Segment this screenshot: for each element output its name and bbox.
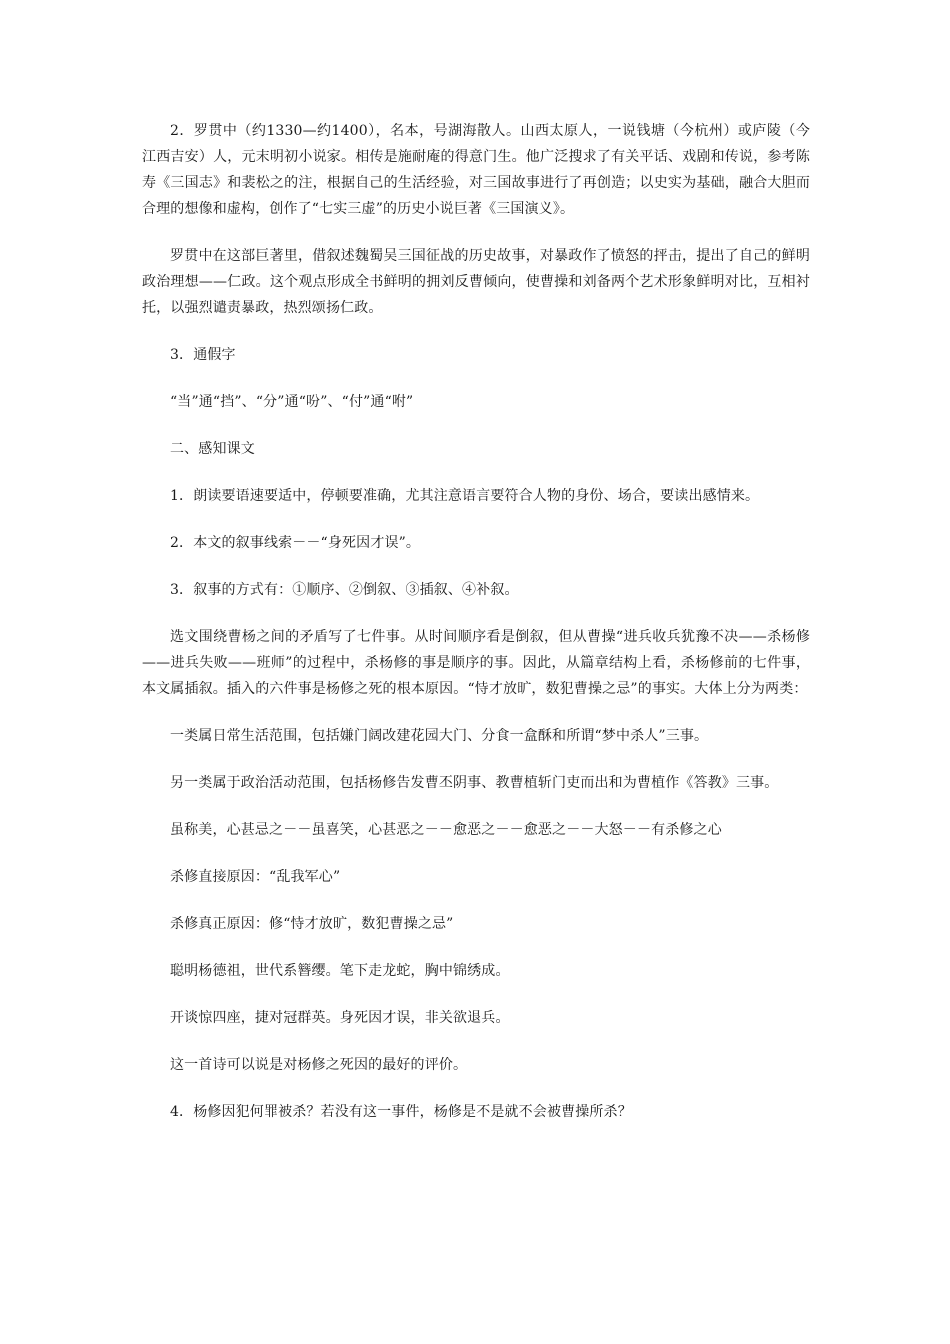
paragraph-poem-comment: 这一首诗可以说是对杨修之死因的最好的评价。 [170,1057,468,1073]
section-heading-perceive-text: 二、感知课文 [170,441,255,457]
paragraph-political-category: 另一类属于政治活动范围，包括杨修告发曹丕阴事、教曹植斩门吏而出和为曹植作《答教》三事。 [170,775,779,791]
paragraph-reading-guide: 1．朗读要语速要适中，停顿要准确，尤其注意语言要符合人物的身份、场合，要读出感情来。 [170,488,760,504]
paragraph-real-cause: 杀修真正原因：修“恃才放旷，数犯曹操之忌” [170,916,454,932]
paragraph-narrative-clue: 2．本文的叙事线索－－“身死因才误”。 [170,535,421,551]
paragraph-question-4: 4．杨修因犯何罪被杀？若没有这一事件，杨修是不是就不会被曹操所杀？ [170,1104,632,1120]
paragraph-emotion-progression: 虽称美，心甚忌之－－虽喜笑，心甚恶之－－愈恶之－－愈恶之－－大怒－－有杀修之心 [170,822,722,838]
paragraph-author-ideal: 罗贯中在这部巨著里，借叙述魏蜀吴三国征战的历史故事，对暴政作了愤怒的抨击，提出了自己的鲜明政治理想——仁政。这个观点形成全书鲜明的拥刘反曹倾向，使曹操和刘备两个艺术形象鲜明对比，互相衬托，以强烈谴责暴政，热烈颂扬仁政。 [142,248,810,316]
paragraph-seven-events: 选文围绕曹杨之间的矛盾写了七件事。从时间顺序看是倒叙，但从曹操“进兵收兵犹豫不决——杀杨修——进兵失败——班师”的过程中，杀杨修的事是顺序的事。因此，从篇章结构上看，杀杨修前的七件事，本文属插叙。插入的六件事是杨修之死的根本原因。“恃才放旷，数犯曹操之忌”的事实。大体上分为两类： [142,629,810,697]
paragraph-direct-cause: 杀修直接原因：“乱我军心” [170,869,341,885]
document-body [142,118,810,1146]
poem-line-2: 开谈惊四座，捷对冠群英。身死因才误，非关欲退兵。 [170,1010,510,1026]
paragraph-daily-life-category: 一类属日常生活范围，包括嫌门阔改建花园大门、分食一盒酥和所谓“梦中杀人”三事。 [170,728,709,744]
heading-tongjiazi: 3．通假字 [170,347,236,363]
paragraph-author-intro: 2．罗贯中（约1330—约1400），名本，号湖海散人。山西太原人，一说钱塘（今杭州）或庐陵（今江西吉安）人，元末明初小说家。相传是施耐庵的得意门生。他广泛搜求了有关平话、戏剧和传说，参考陈寿《三国志》和裴松之的注，根据自己的生活经验，对三国故事进行了再创造；以史实为基础，融合大胆而合理的想像和虚构，创作了“七实三虚”的历史小说巨著《三国演义》。 [142,123,810,217]
poem-line-1: 聪明杨德祖，世代系簪缨。笔下走龙蛇，胸中锦绣成。 [170,963,510,979]
paragraph-tongjiazi-list: “当”通“挡”、“分”通“吩”、“付”通“咐” [170,394,414,410]
paragraph-narrative-methods: 3．叙事的方式有：①顺序、②倒叙、③插叙、④补叙。 [170,582,519,598]
